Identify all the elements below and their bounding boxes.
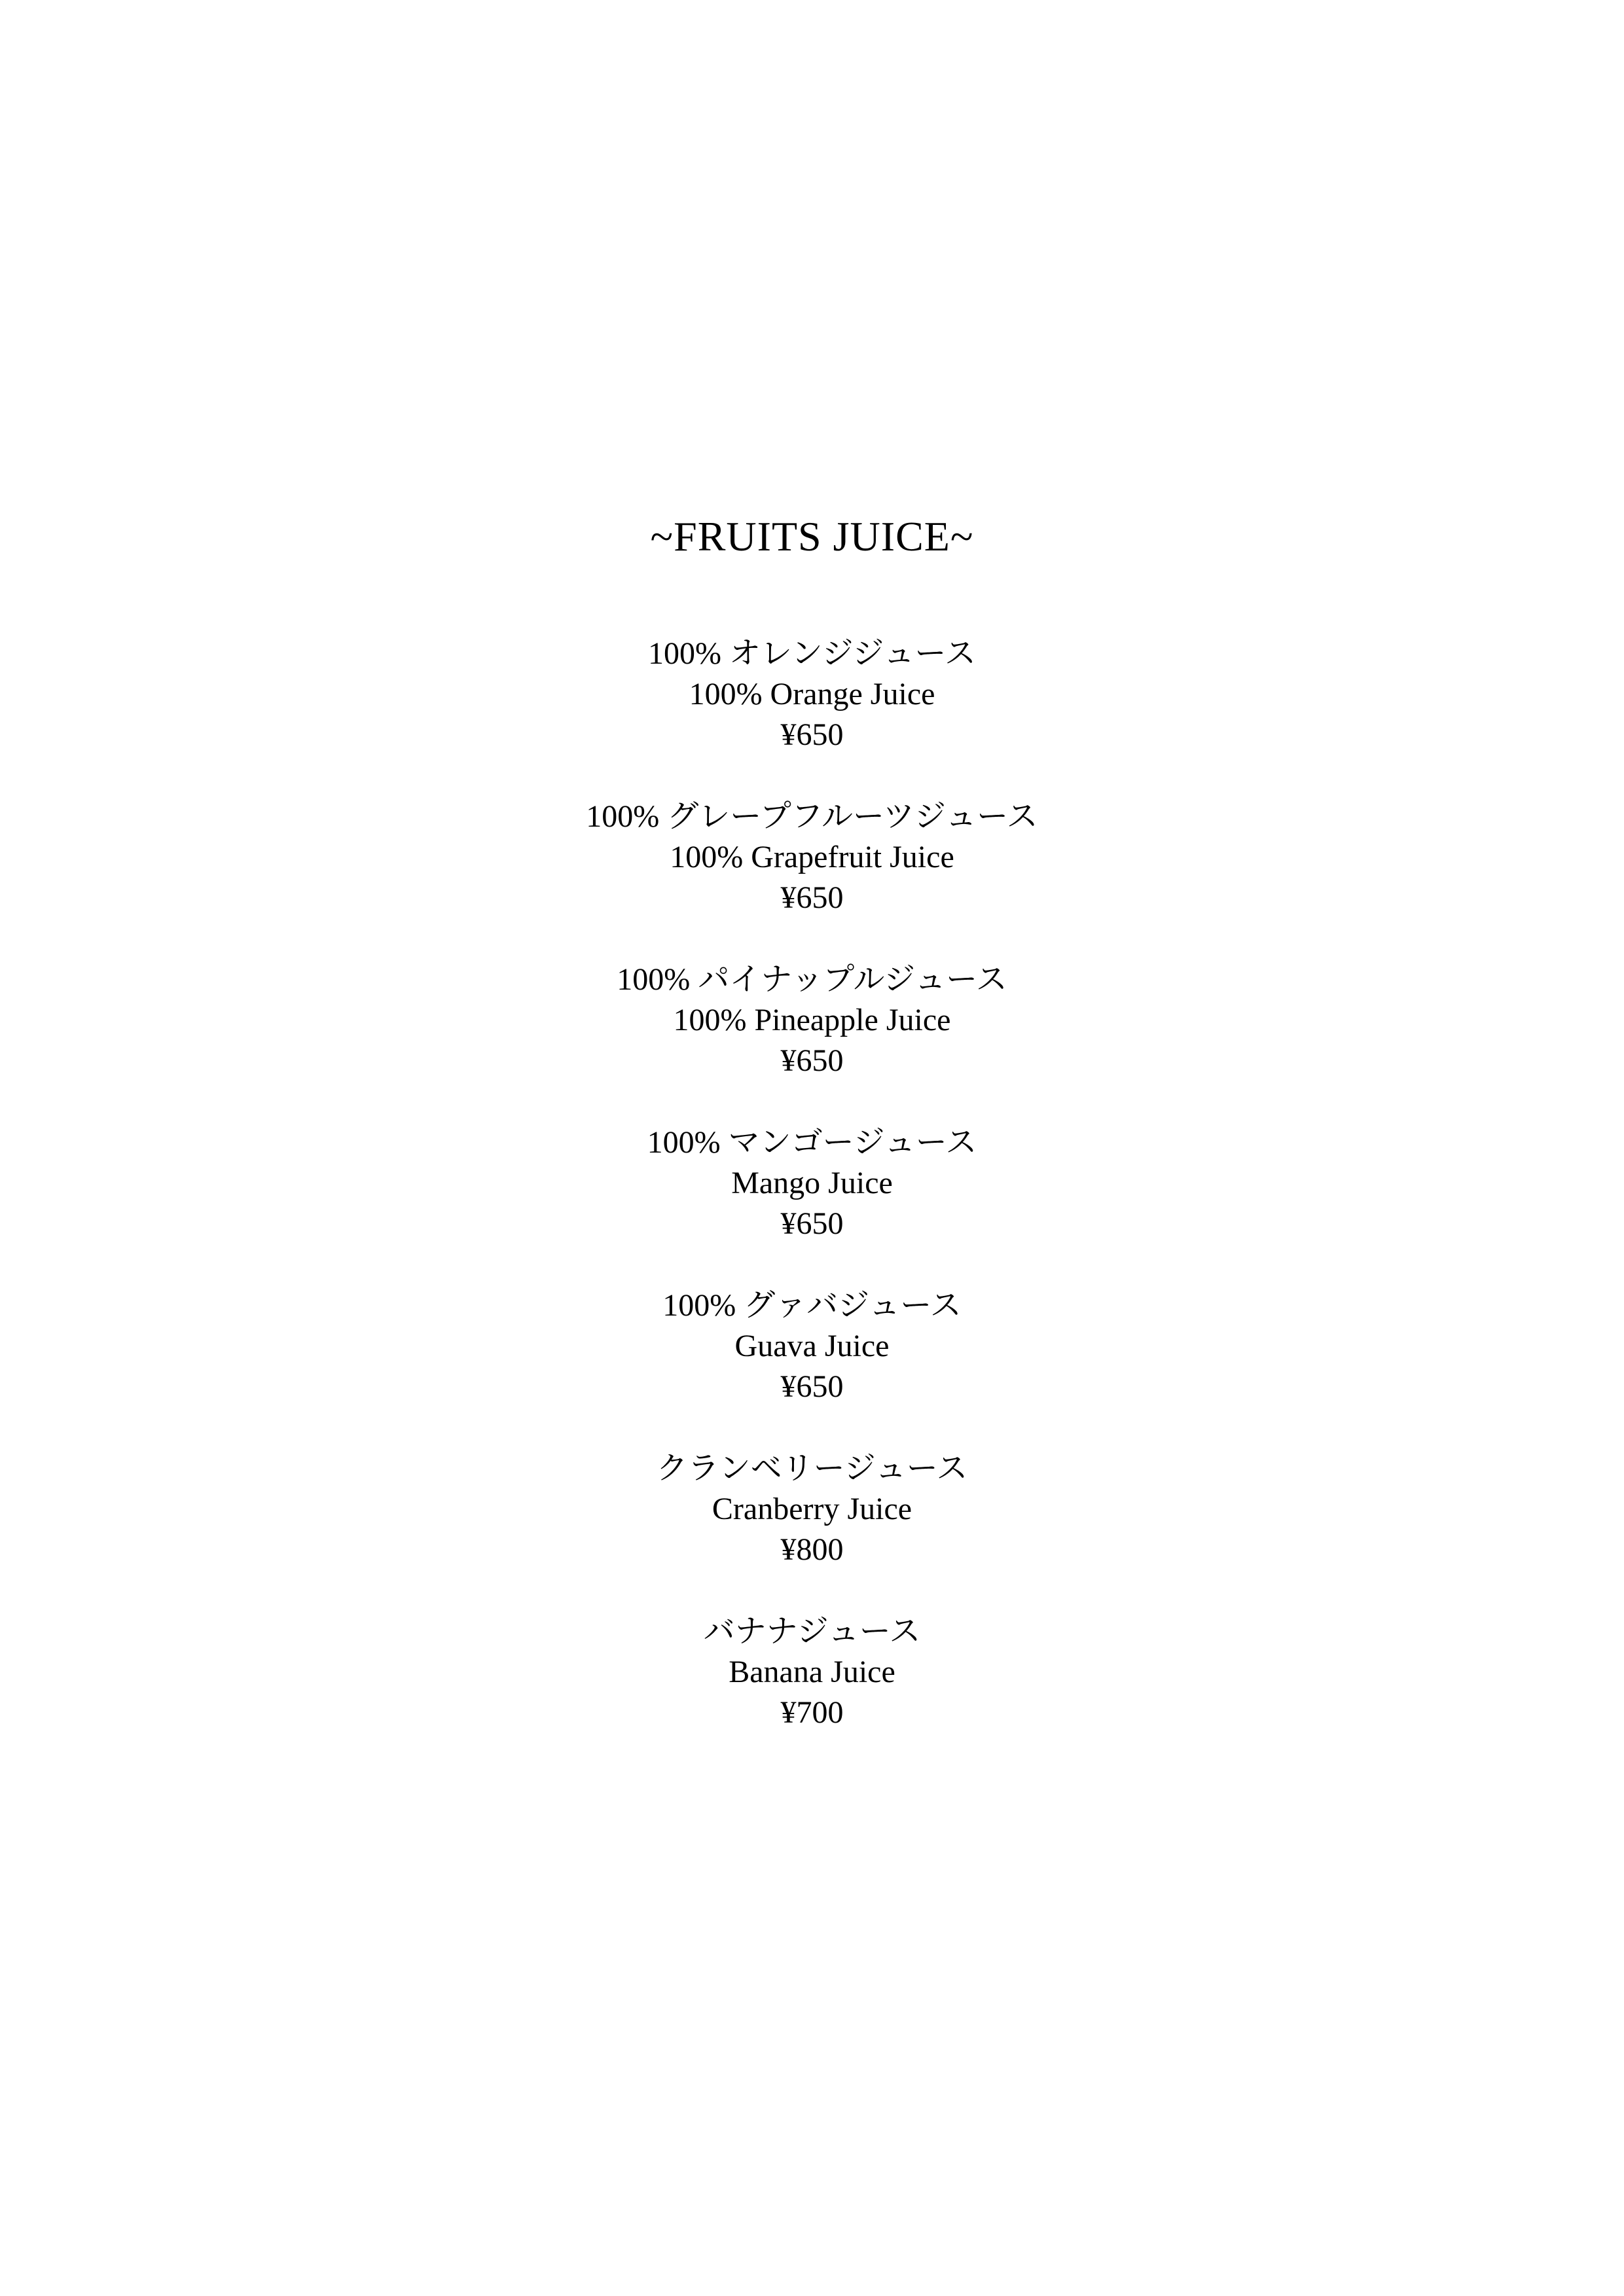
item-name-english: Cranberry Juice [712,1492,912,1526]
menu-item [0,1285,1624,1407]
menu-item [0,634,1624,755]
item-price: ¥650 [780,1043,844,1078]
item-name-english: Guava Juice [734,1329,890,1363]
item-price: ¥700 [780,1695,844,1730]
item-price: ¥650 [780,717,844,752]
item-name-japanese: クランベリージュース [656,1451,968,1486]
menu-item [0,1122,1624,1244]
menu-item [0,1611,1624,1733]
item-price: ¥800 [780,1532,844,1567]
item-price: ¥650 [780,1206,844,1241]
menu-item [0,960,1624,1081]
item-name-japanese: 100% パイナップルジュース [617,962,1007,997]
item-name-english: 100% Pineapple Juice [673,1003,951,1037]
item-name-japanese: 100% グァバジュース [662,1288,962,1323]
menu-item-list [0,634,1624,1733]
item-name-english: Mango Juice [731,1166,893,1200]
item-name-japanese: 100% オレンジジュース [647,636,977,671]
item-name-japanese: 100% グレープフルーツジュース [586,799,1038,834]
item-name-japanese: 100% マンゴージュース [647,1125,977,1160]
menu-item [0,797,1624,918]
page-title: ~FRUITS JUICE~ [650,513,974,560]
item-name-english: 100% Grapefruit Juice [670,840,954,874]
item-name-english: Banana Juice [729,1655,895,1689]
item-price: ¥650 [780,1369,844,1404]
item-name-japanese: バナナジュース [703,1614,921,1649]
menu-item [0,1448,1624,1570]
item-price: ¥650 [780,880,844,915]
item-name-english: 100% Orange Juice [689,677,935,711]
